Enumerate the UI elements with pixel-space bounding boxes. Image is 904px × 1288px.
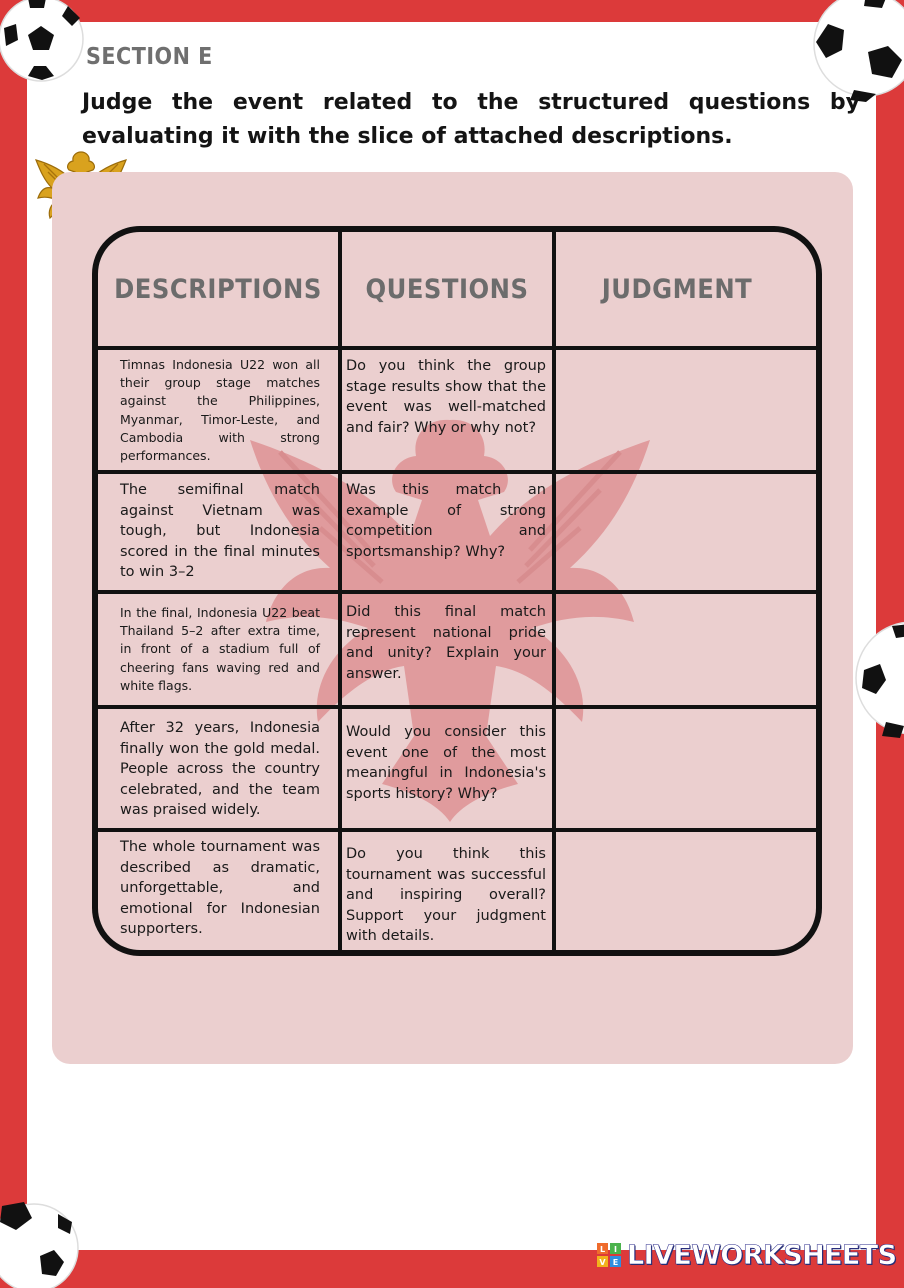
question-cell: Was this match an example of strong competition and sportsmanship? Why? (346, 482, 546, 560)
live-badge-icon (597, 1243, 621, 1267)
liveworksheets-logo (597, 1238, 896, 1272)
header-questions: QUESTIONS (365, 273, 529, 305)
question-cell: Did this final match represent national pride and unity? Explain your answer. (346, 604, 546, 682)
soccer-ball-icon (852, 618, 904, 742)
soccer-ball-icon (0, 1198, 84, 1288)
question-cell: Do you think this tournament was successful and inspiring overall? Support your judgment with details. (346, 846, 546, 945)
svg-text:I: I (614, 1245, 617, 1254)
svg-text:L: L (599, 1245, 606, 1254)
question-cell: Do you think the group stage results show that the event was well-matched and fair? Why or why not? (346, 358, 546, 436)
soccer-ball-icon (0, 0, 88, 86)
svg-text:E: E (612, 1258, 619, 1267)
judgment-answer-box[interactable] (560, 598, 810, 703)
svg-text:V: V (599, 1258, 606, 1267)
description-cell: The semifinal match against Vietnam was tough, but Indonesia scored in the final minutes to win 3–2 (120, 482, 320, 581)
description-cell: After 32 years, Indonesia finally won the gold medal. People across the country celebrated, and the team was praised widely. (120, 720, 320, 819)
table-divider (98, 346, 822, 350)
judgment-answer-box[interactable] (560, 478, 810, 588)
table-divider (98, 590, 822, 594)
section-title: SECTION E (86, 44, 213, 70)
question-cell: Would you consider this event one of the most meaningful in Indonesia's sports history? Why? (346, 724, 546, 802)
description-cell: Timnas Indonesia U22 won all their group stage matches against the Philippines, Myanmar, Timor-Leste, and Cambodia with strong performances. (120, 357, 320, 464)
liveworksheets-wordmark: LIVEWORKSHEETS (627, 1239, 897, 1271)
instruction-text: Judge the event related to the structured questions by evaluating it with the slice of attached descriptions. (82, 90, 860, 149)
table-divider (98, 705, 822, 709)
header-judgment: JUDGMENT (601, 273, 753, 305)
header-descriptions: DESCRIPTIONS (114, 273, 322, 305)
judgment-answer-box[interactable] (560, 354, 810, 468)
judgment-answer-box[interactable] (560, 836, 810, 948)
judgment-answer-box[interactable] (560, 713, 810, 826)
table-divider (98, 470, 822, 474)
evaluation-table (92, 226, 822, 956)
description-cell: The whole tournament was described as dramatic, unforgettable, and emotional for Indonesian supporters. (120, 839, 320, 938)
table-divider (98, 828, 822, 832)
description-cell: In the final, Indonesia U22 beat Thailand 5–2 after extra time, in front of a stadium full of cheering fans waving red and white flags. (120, 605, 320, 693)
